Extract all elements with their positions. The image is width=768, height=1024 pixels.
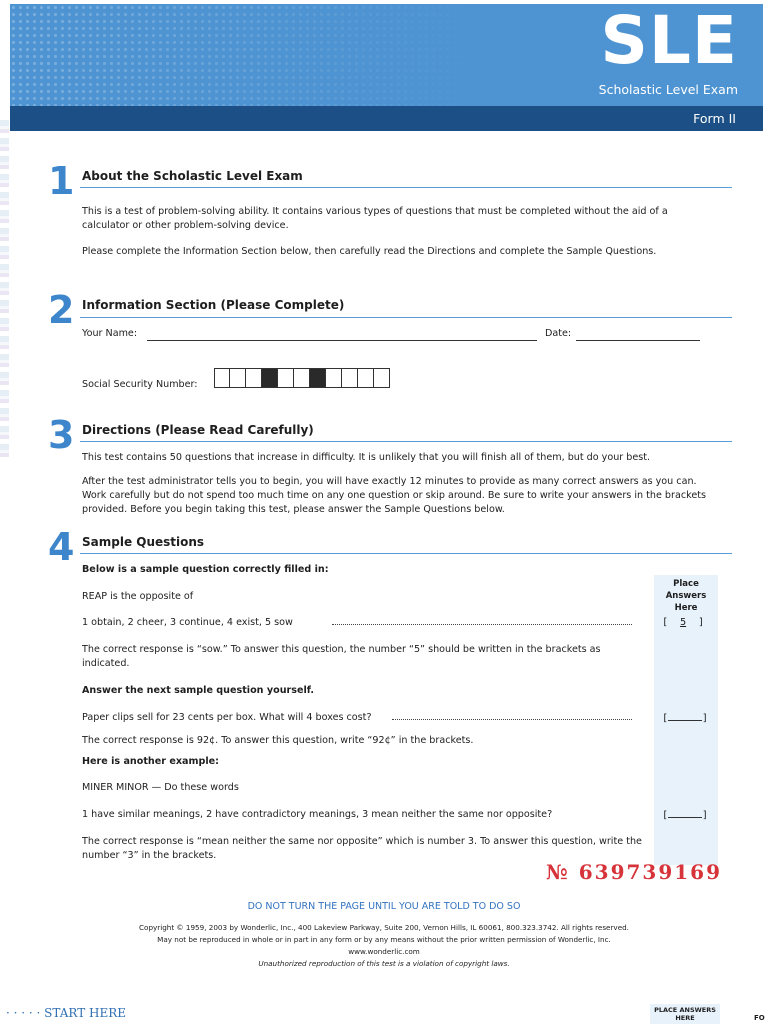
section-4-number: 4 <box>48 525 75 569</box>
q2-prompt: Paper clips sell for 23 cents per box. What will 4 boxes cost? <box>82 712 372 723</box>
section-1-number: 1 <box>48 159 75 203</box>
form-label: Form II <box>693 111 736 126</box>
name-field[interactable] <box>147 339 537 341</box>
section-4-rule <box>80 553 732 554</box>
serial-number: № 639739169 <box>546 860 722 884</box>
ssn-field[interactable] <box>214 368 390 388</box>
ssn-digit-box[interactable] <box>374 368 390 388</box>
q3-explanation: The correct response is “mean neither the same nor opposite” which is number 3. To answer this question, write the number “3” in the brackets. <box>82 836 642 861</box>
q3-options: 1 have similar meanings, 2 have contradictory meanings, 3 mean neither the same nor opposite? <box>82 809 553 820</box>
q2-explanation: The correct response is 92¢. To answer this question, write “92¢” in the brackets. <box>82 735 474 746</box>
copyright-line-1: Copyright © 1959, 2003 by Wonderlic, Inc., 400 Lakeview Parkway, Suite 200, Vernon Hills, IL 60061, 800.323.3742. All rights reserved. <box>139 923 629 932</box>
ssn-digit-box[interactable] <box>278 368 294 388</box>
ssn-digit-box[interactable] <box>326 368 342 388</box>
date-label: Date: <box>545 328 572 339</box>
section-1-rule <box>80 187 732 188</box>
exam-subtitle: Scholastic Level Exam <box>598 82 738 97</box>
copyright-line-2: May not be reproduced in whole or in part in any form or by any means without the prior written permission of Wonderlic, Inc. <box>157 935 611 944</box>
start-here-label: · · · · · START HERE <box>6 1006 127 1020</box>
section-2-rule <box>80 317 732 318</box>
website: www.wonderlic.com <box>348 947 420 956</box>
section-4-title: Sample Questions <box>82 535 205 549</box>
ssn-digit-box[interactable] <box>358 368 374 388</box>
unauthorized-notice: Unauthorized reproduction of this test is a violation of copyright laws. <box>258 959 510 968</box>
q3-intro: Here is another example: <box>82 756 220 767</box>
q2-answer-bracket[interactable]: [ ] <box>662 713 709 724</box>
answer-column-label-line: Answers <box>665 591 707 601</box>
section-2-number: 2 <box>48 288 75 332</box>
q1-leader <box>332 624 632 625</box>
answer-column-label-line: Place <box>673 579 699 589</box>
q2-intro: Answer the next sample question yourself. <box>82 685 315 696</box>
name-label: Your Name: <box>82 328 138 339</box>
next-page-answer-label-line: HERE <box>675 1014 695 1022</box>
ssn-digit-box[interactable] <box>342 368 358 388</box>
section-3-paragraph-1: This test contains 50 questions that increase in difficulty. It is unlikely that you will finish all of them, but do your best. <box>82 452 651 463</box>
ssn-digit-box[interactable] <box>230 368 246 388</box>
form-bar <box>10 106 763 131</box>
q3-prompt: MINER MINOR — Do these words <box>82 782 239 793</box>
answer-column-label <box>654 578 718 614</box>
do-not-turn-warning: DO NOT TURN THE PAGE UNTIL YOU ARE TOLD TO DO SO <box>247 901 521 912</box>
section-1-paragraph-2: Please complete the Information Section below, then carefully read the Directions and complete the Sample Questions. <box>82 246 657 257</box>
section-1-paragraph-1: This is a test of problem-solving ability. It contains various types of questions that must be completed without the aid of a calculator or other problem-solving device. <box>82 206 668 231</box>
section-3-title: Directions (Please Read Carefully) <box>82 423 314 437</box>
ssn-separator <box>262 368 278 388</box>
q1-options: 1 obtain, 2 cheer, 3 continue, 4 exist, 5 sow <box>82 617 293 628</box>
section-1-title: About the Scholastic Level Exam <box>82 169 303 183</box>
ssn-digit-box[interactable] <box>246 368 262 388</box>
exam-logo: SLE <box>600 2 738 79</box>
q1-answer-bracket[interactable]: [ 5 ] <box>662 617 705 628</box>
q1-explanation: The correct response is “sow.” To answer this question, the number “5” should be written in the brackets as indicated. <box>82 644 601 669</box>
q3-answer-bracket[interactable]: [ ] <box>662 810 709 821</box>
ssn-digit-box[interactable] <box>214 368 230 388</box>
scan-edge <box>0 120 9 460</box>
section-2-title: Information Section (Please Complete) <box>82 298 345 312</box>
answer-column-label-line: Here <box>674 603 698 613</box>
start-here-text: START HERE <box>44 1006 127 1020</box>
next-page-fragment: FO <box>754 1014 765 1022</box>
section-3-rule <box>80 441 732 442</box>
sample-intro: Below is a sample question correctly filled in: <box>82 564 329 575</box>
q1-prompt: REAP is the opposite of <box>82 591 194 602</box>
q1-answer: 5 <box>680 617 687 628</box>
q2-leader <box>392 719 632 720</box>
ssn-label: Social Security Number: <box>82 379 198 390</box>
next-page-answer-label <box>650 1004 720 1024</box>
ssn-digit-box[interactable] <box>294 368 310 388</box>
section-3-paragraph-2: After the test administrator tells you to begin, you will have exactly 12 minutes to provide as many correct answers as you can. Work carefully but do not spend too much time on any one question or skip around. Be sure to write your answers in the brackets provided. Before you begin taking this test, please answer the Sample Questions below. <box>82 476 706 515</box>
date-field[interactable] <box>576 339 700 341</box>
section-3-number: 3 <box>48 413 75 457</box>
next-page-answer-label-line: PLACE ANSWERS <box>654 1006 716 1014</box>
ssn-separator <box>310 368 326 388</box>
